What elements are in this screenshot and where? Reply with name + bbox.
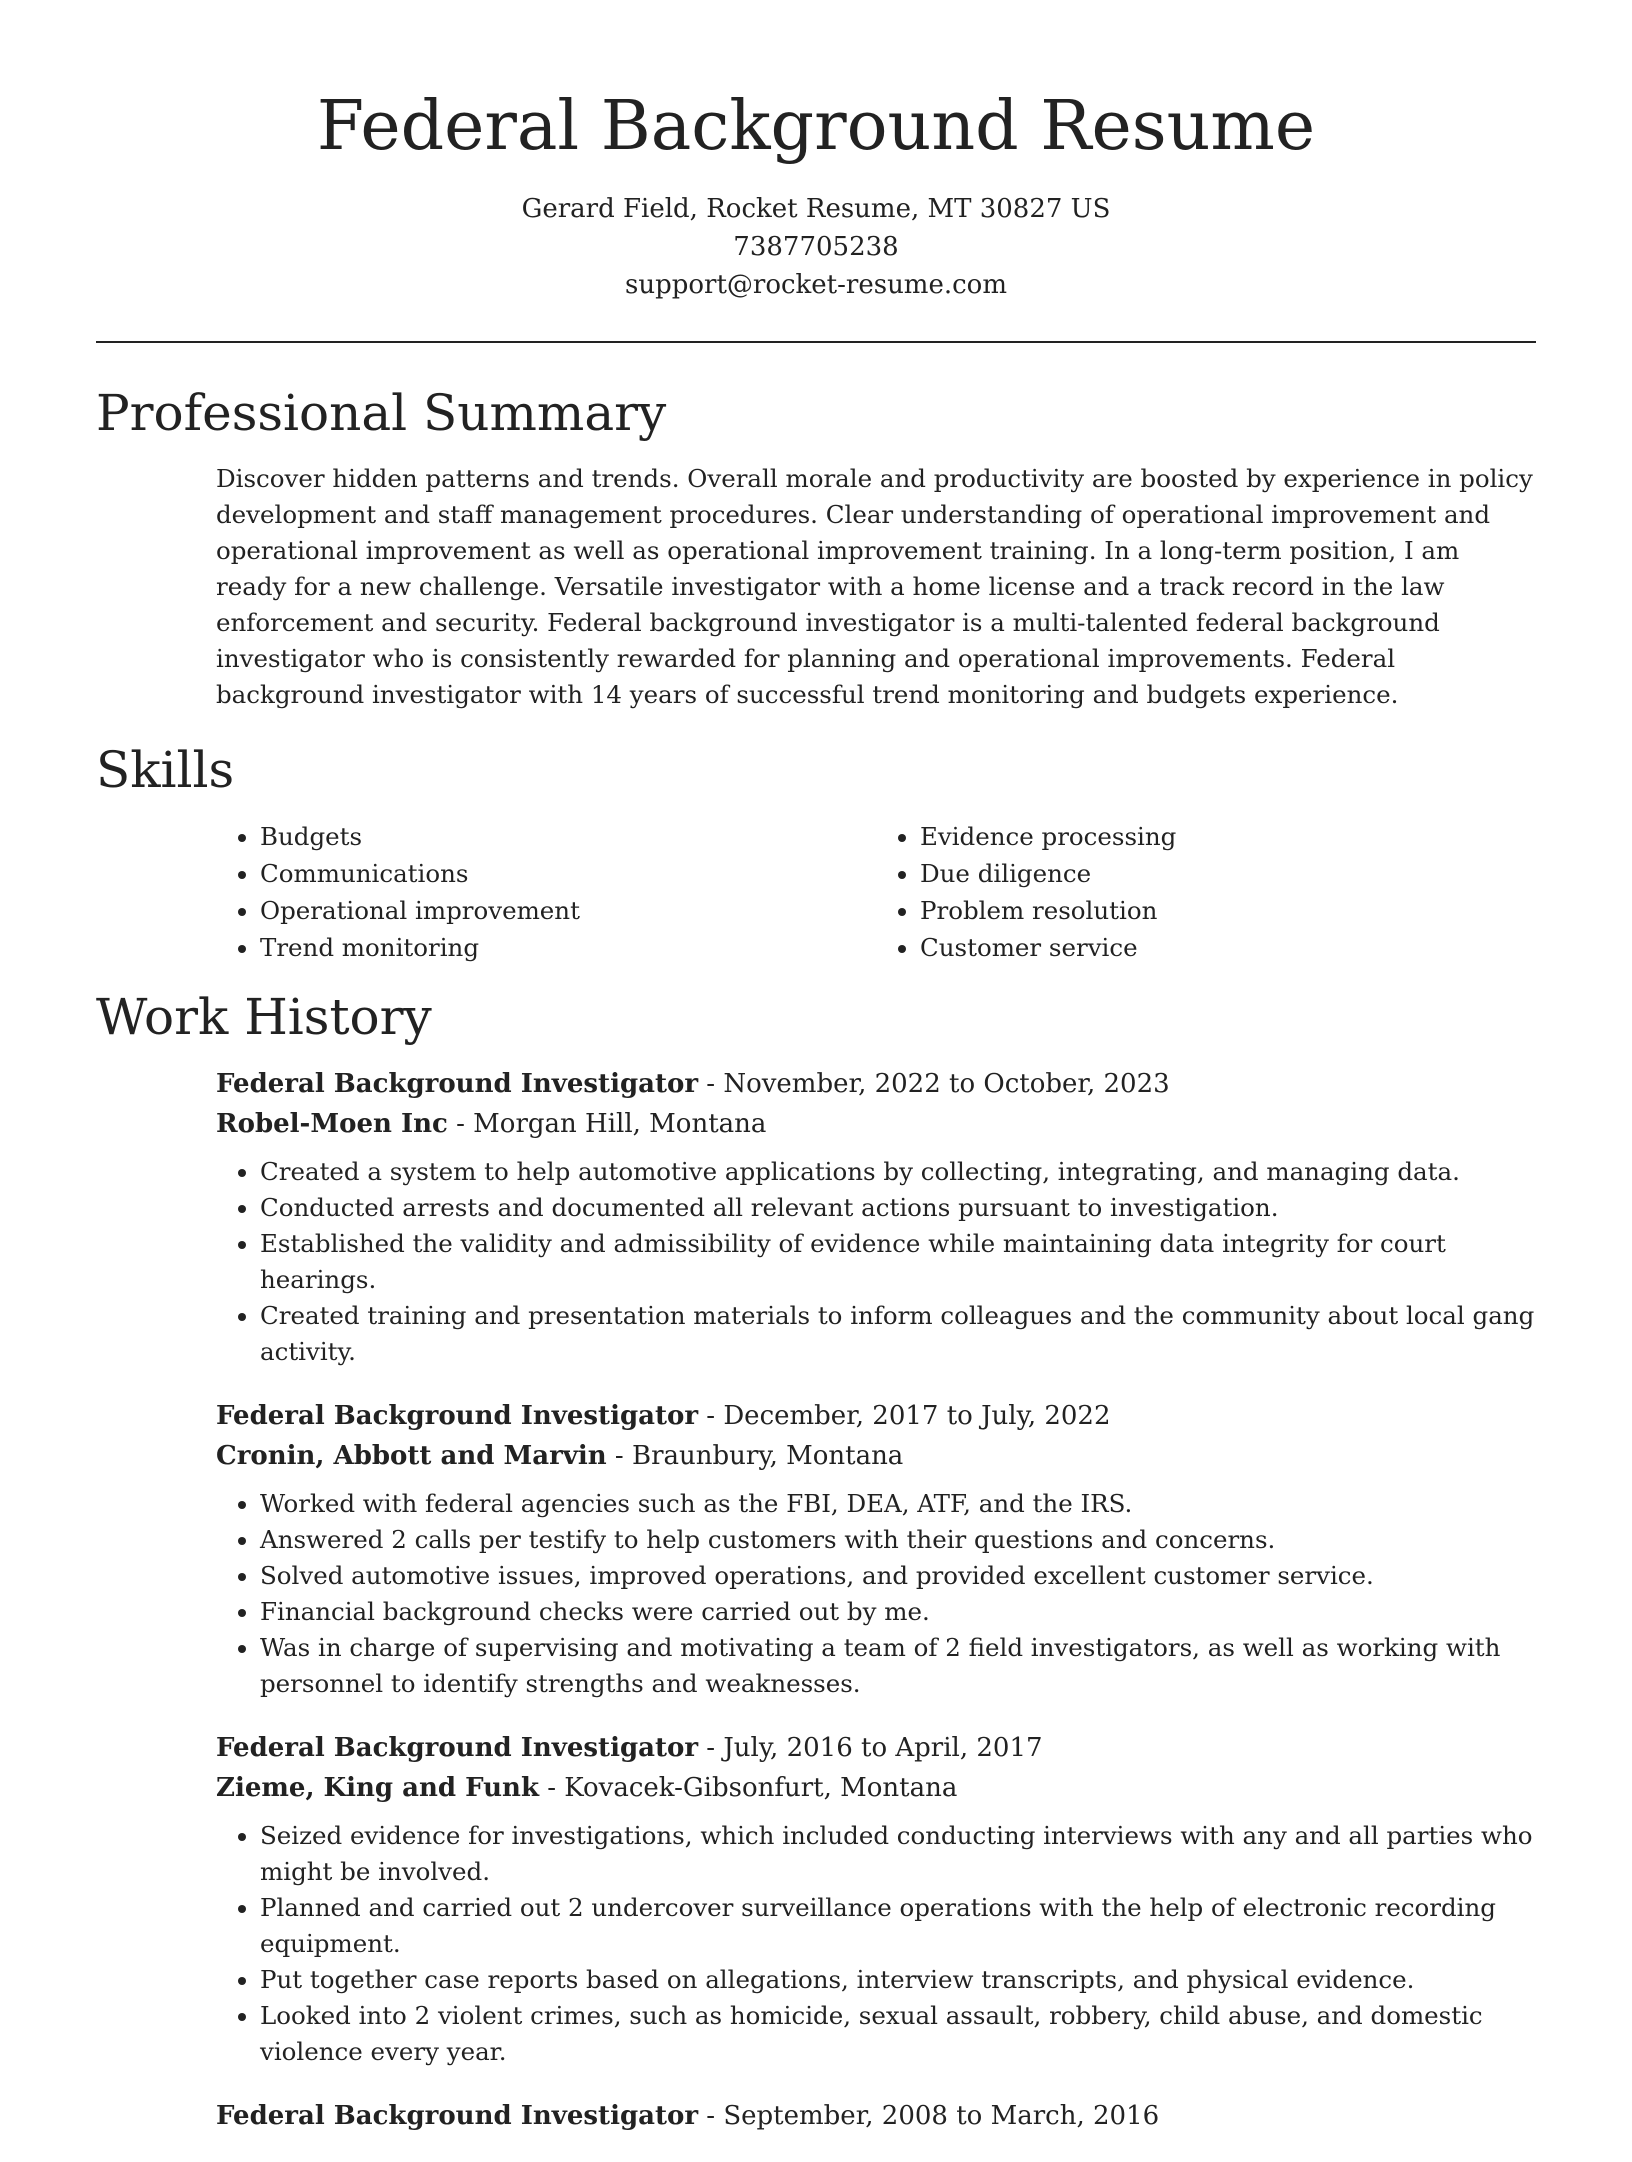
job-title: Federal Background Investigator <box>216 1069 699 1099</box>
job-title-line <box>216 2096 1536 2136</box>
job-title: Federal Background Investigator <box>216 2101 699 2131</box>
job-bullet: • Answered 2 calls per testify to help customers with their questions and concerns. <box>260 1522 1536 1558</box>
job-bullet: • Seized evidence for investigations, which included conducting interviews with any and all parties who might be involved. <box>260 1818 1536 1890</box>
section-title-skills: Skills <box>96 741 235 799</box>
job-bullet: • Financial background checks were carried out by me. <box>260 1594 1536 1630</box>
job-title: Federal Background Investigator <box>216 1401 699 1431</box>
contact-address: Gerard Field, Rocket Resume, MT 30827 US <box>521 194 1111 224</box>
job-location: - Morgan Hill, Montana <box>447 1109 767 1139</box>
job-location: - Kovacek-Gibsonfurt, Montana <box>538 1773 958 1803</box>
work-history <box>216 1064 1536 2162</box>
job-bullet: • Created a system to help automotive applications by collecting, integrating, and managing data. <box>260 1154 1536 1190</box>
job-company: Zieme, King and Funk <box>216 1773 539 1803</box>
skills-column-2 <box>876 818 1536 966</box>
job-bullets <box>216 1818 1536 2070</box>
skill-item: • Due diligence <box>920 855 1536 892</box>
job-company-line <box>216 1768 1536 1808</box>
job-entry <box>216 1396 1536 1702</box>
header-divider <box>96 341 1536 343</box>
skill-item: • Trend monitoring <box>260 929 876 966</box>
job-dates: - September, 2008 to March, 2016 <box>698 2101 1160 2131</box>
job-company-line <box>216 1436 1536 1476</box>
summary-text: Discover hidden patterns and trends. Overall morale and productivity are boosted by experience in policy development and staff management procedures. Clear understanding of operational improvement and operational improvement as well as operational improvement training. In a long-term position, I am ready for a new challenge. Versatile investigator with a home license and a track record in the law enforcement and security. Federal background investigator is a multi-talented federal background investigator who is consistently rewarded for planning and operational improvements. Federal background investigator with 14 years of successful trend monitoring and budgets experience. <box>216 464 1533 709</box>
skills-column-1 <box>216 818 876 966</box>
job-company-line <box>216 1104 1536 1144</box>
skill-item: • Budgets <box>260 818 876 855</box>
job-bullet: • Conducted arrests and documented all relevant actions pursuant to investigation. <box>260 1190 1536 1226</box>
job-bullets <box>216 1154 1536 1370</box>
job-bullet: • Put together case reports based on allegations, interview transcripts, and physical evidence. <box>260 1962 1536 1998</box>
job-entry <box>216 1064 1536 1370</box>
job-title-line <box>216 1064 1536 1104</box>
job-entry <box>216 2096 1536 2136</box>
job-title: Federal Background Investigator <box>216 1733 699 1763</box>
job-title-line <box>216 1396 1536 1436</box>
job-bullet: • Established the validity and admissibility of evidence while maintaining data integrity for court hearings. <box>260 1226 1536 1298</box>
job-dates: - July, 2016 to April, 2017 <box>698 1733 1043 1763</box>
job-bullet: • Worked with federal agencies such as the FBI, DEA, ATF, and the IRS. <box>260 1486 1536 1522</box>
job-bullet: • Planned and carried out 2 undercover surveillance operations with the help of electronic recording equipment. <box>260 1890 1536 1962</box>
job-title-line <box>216 1728 1536 1768</box>
job-company: Cronin, Abbott and Marvin <box>216 1441 607 1471</box>
job-dates: - December, 2017 to July, 2022 <box>698 1401 1111 1431</box>
skill-item: • Problem resolution <box>920 892 1536 929</box>
resume-title: Federal Background Resume <box>316 87 1316 166</box>
skills-list <box>216 818 1536 966</box>
resume-header <box>0 0 1632 304</box>
job-bullet: • Looked into 2 violent crimes, such as homicide, sexual assault, robbery, child abuse, and domestic violence every year. <box>260 1998 1536 2070</box>
section-title-work-history: Work History <box>96 988 432 1046</box>
job-dates: - November, 2022 to October, 2023 <box>698 1069 1170 1099</box>
job-bullets <box>216 1486 1536 1702</box>
contact-email: support@rocket-resume.com <box>624 270 1007 300</box>
job-bullet: • Was in charge of supervising and motivating a team of 2 field investigators, as well as working with personnel to identify strengths and weaknesses. <box>260 1630 1536 1702</box>
section-title-summary: Professional Summary <box>96 384 667 442</box>
skill-item: • Evidence processing <box>920 818 1536 855</box>
job-company: Robel-Moen Inc <box>216 1109 448 1139</box>
skill-item: • Customer service <box>920 929 1536 966</box>
job-bullet: • Solved automotive issues, improved operations, and provided excellent customer service. <box>260 1558 1536 1594</box>
skill-item: • Communications <box>260 855 876 892</box>
job-location: - Braunbury, Montana <box>606 1441 904 1471</box>
job-bullet: • Created training and presentation materials to inform colleagues and the community about local gang activity. <box>260 1298 1536 1370</box>
contact-phone: 7387705238 <box>733 232 899 262</box>
contact-block <box>0 190 1632 304</box>
skill-item: • Operational improvement <box>260 892 876 929</box>
job-entry <box>216 1728 1536 2070</box>
